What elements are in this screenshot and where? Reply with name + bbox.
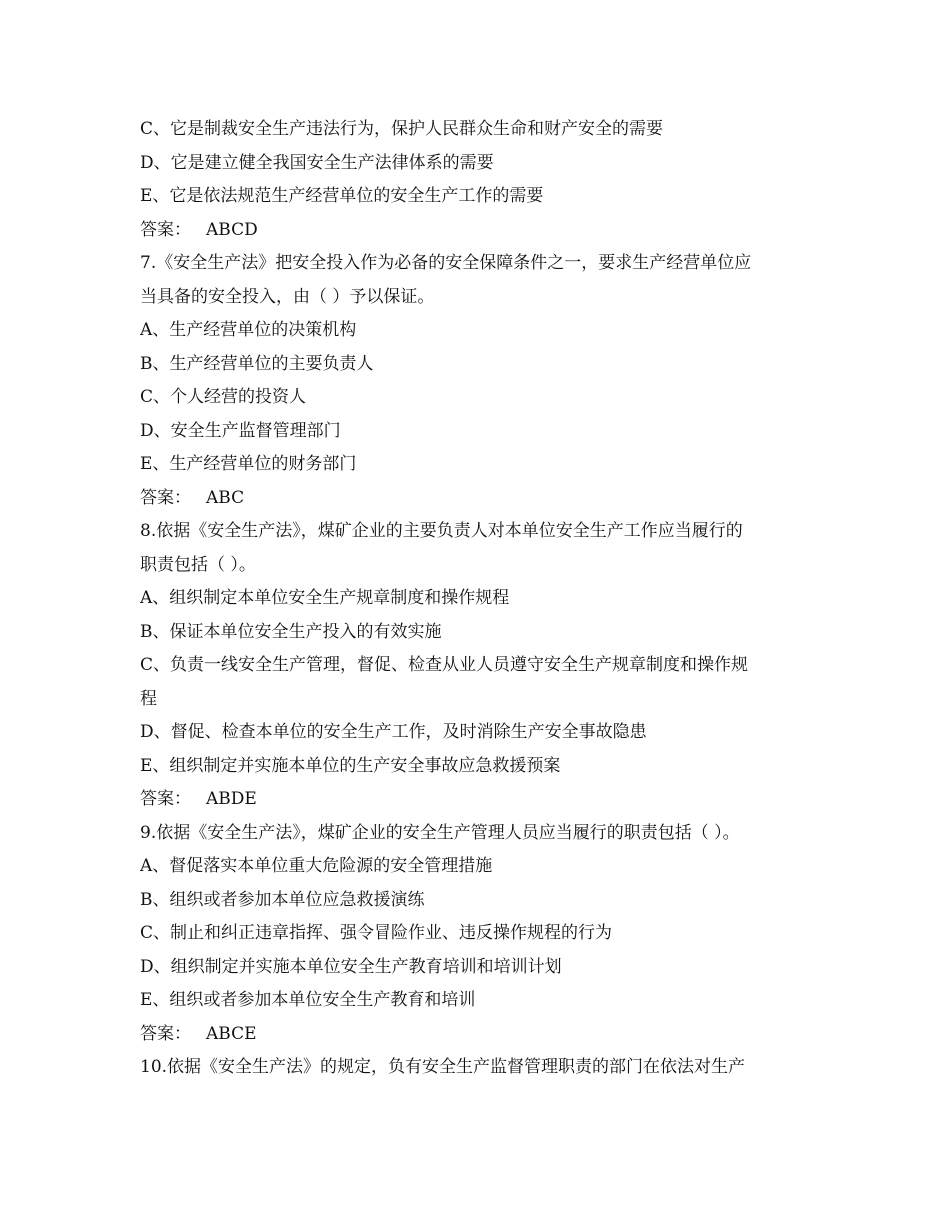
answer-label: 答案： xyxy=(140,789,191,809)
answer-value: ABCD xyxy=(206,219,258,240)
option-line: B、保证本单位安全生产投入的有效实施 xyxy=(140,621,442,642)
answer-line xyxy=(140,214,820,248)
document-body xyxy=(140,113,820,1085)
question-text-line: 7.《安全生产法》把安全投入作为必备的安全保障条件之一，要求生产经营单位应 xyxy=(140,253,752,273)
option-line: A、生产经营单位的决策机构 xyxy=(140,320,357,340)
answer-value: ABDE xyxy=(206,789,257,809)
question-text-line: 8.依据《安全生产法》，煤矿企业的主要负责人对本单位安全生产工作应当履行的 xyxy=(140,521,743,541)
option-line: C、制止和纠正违章指挥、强令冒险作业、违反操作规程的行为 xyxy=(140,923,613,943)
option-line: E、组织制定并实施本单位的生产安全事故应急救援预案 xyxy=(140,755,561,776)
option-line: C、个人经营的投资人 xyxy=(140,387,307,407)
option-line: E、组织或者参加本单位安全生产教育和培训 xyxy=(140,990,476,1010)
option-line: B、组织或者参加本单位应急救援演练 xyxy=(140,889,425,910)
option-line: E、生产经营单位的财务部门 xyxy=(140,454,357,474)
option-line: B、生产经营单位的主要负责人 xyxy=(140,353,374,374)
option-line: E、它是依法规范生产经营单位的安全生产工作的需要 xyxy=(140,186,544,206)
question-text-line: 职责包括（ ）。 xyxy=(140,554,256,575)
answer-label: 答案： xyxy=(140,487,191,508)
answer-value: ABC xyxy=(206,487,245,508)
option-line: D、安全生产监督管理部门 xyxy=(140,420,341,441)
option-line: D、它是建立健全我国安全生产法律体系的需要 xyxy=(140,152,494,173)
question-text-line: 当具备的安全投入，由（ ）予以保证。 xyxy=(140,286,435,307)
option-line: C、负责一线安全生产管理，督促、检查从业人员遵守安全生产规章制度和操作规 xyxy=(140,655,749,675)
question-text-line: 9.依据《安全生产法》，煤矿企业的安全生产管理人员应当履行的职责包括（ ）。 xyxy=(140,822,740,843)
option-line: 程 xyxy=(140,688,157,709)
option-line: A、组织制定本单位安全生产规章制度和操作规程 xyxy=(140,588,510,608)
answer-line xyxy=(140,1018,820,1052)
answer-line xyxy=(140,482,820,516)
option-line: D、组织制定并实施本单位安全生产教育培训和培训计划 xyxy=(140,956,562,977)
answer-label: 答案： xyxy=(140,219,191,240)
option-line: D、督促、检查本单位的安全生产工作，及时消除生产安全事故隐患 xyxy=(140,722,647,742)
question-text-line: 10.依据《安全生产法》的规定，负有安全生产监督管理职责的部门在依法对生产 xyxy=(140,1057,746,1077)
option-line: A、督促落实本单位重大危险源的安全管理措施 xyxy=(140,856,493,876)
answer-label: 答案： xyxy=(140,1023,191,1044)
option-line: C、它是制裁安全生产违法行为，保护人民群众生命和财产安全的需要 xyxy=(140,119,664,139)
answer-line xyxy=(140,783,820,817)
answer-value: ABCE xyxy=(206,1023,257,1044)
